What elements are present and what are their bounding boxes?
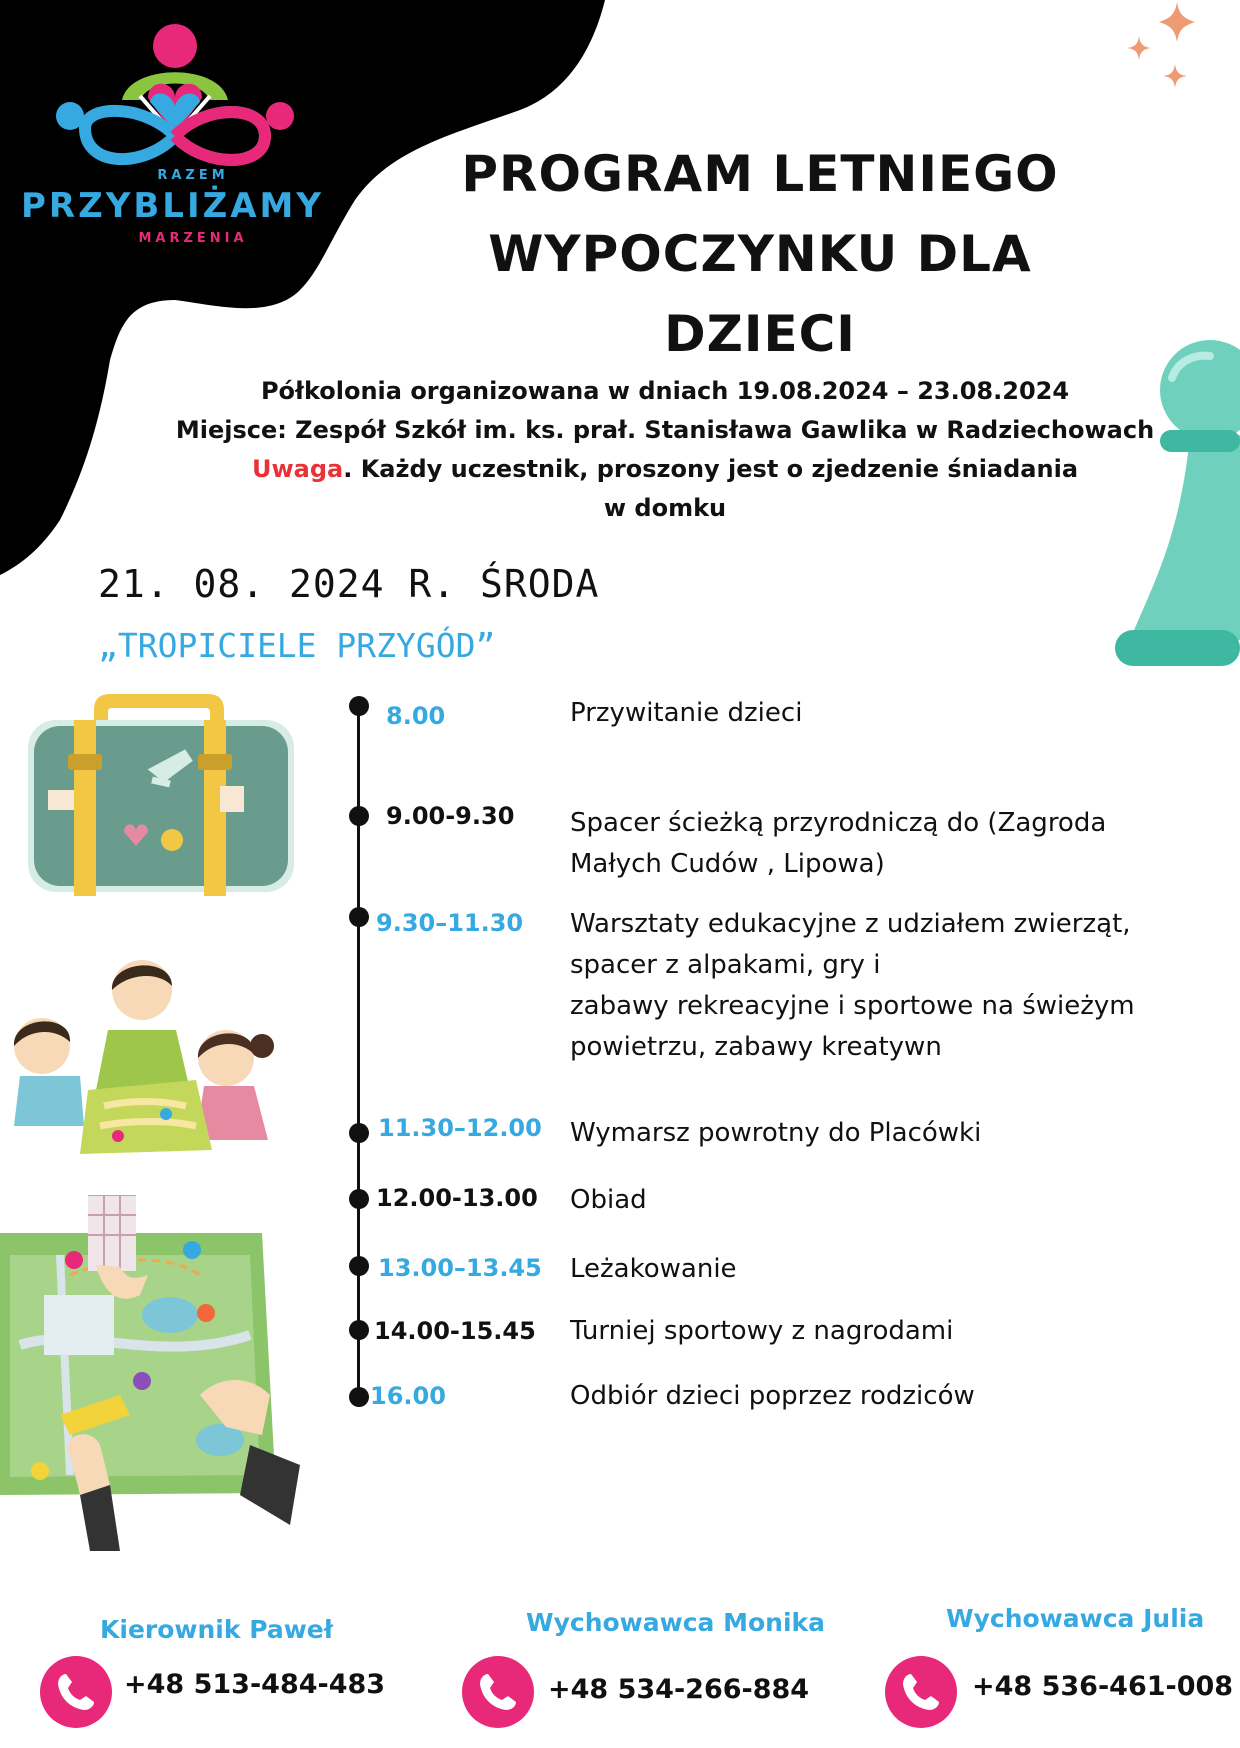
schedule-description-line: zabawy rekreacyjne i sportowe na świeżym — [570, 991, 1135, 1021]
schedule-description-line: Wymarsz powrotny do Placówki — [570, 1118, 982, 1148]
phone-icon — [885, 1656, 957, 1728]
day-date: 21. 08. 2024 R. ŚRODA — [98, 562, 600, 606]
phone-number[interactable]: +48 534-266-884 — [548, 1674, 810, 1705]
timeline-dot — [349, 1123, 369, 1143]
suitcase-illustration — [24, 690, 304, 900]
map-illustration — [0, 1195, 310, 1555]
page-title — [340, 134, 1180, 374]
info-note-text: . Każdy uczestnik, proszony jest o zjedzenie śniadania — [343, 455, 1079, 483]
schedule-time: 11.30–12.00 — [378, 1114, 542, 1142]
timeline-dot — [349, 1256, 369, 1276]
day-theme: „TROPICIELE PRZYGÓD” — [98, 626, 496, 665]
schedule-time: 14.00-15.45 — [374, 1317, 536, 1345]
schedule-description-line: powietrzu, zabawy kreatywn — [570, 1032, 942, 1062]
event-info — [140, 372, 1190, 528]
timeline-dot — [349, 1189, 369, 1209]
schedule-time: 12.00-13.00 — [376, 1184, 538, 1212]
schedule-description — [570, 1113, 1210, 1154]
contact-name: Wychowawca Julia — [946, 1604, 1205, 1633]
timeline-dot — [349, 806, 369, 826]
timeline-dot — [349, 907, 369, 927]
schedule-time: 16.00 — [370, 1382, 446, 1410]
timeline-dot — [349, 1387, 369, 1407]
sparkle-icon — [1115, 0, 1205, 100]
kids-board-game-illustration — [0, 950, 300, 1160]
schedule-time: 9.00-9.30 — [386, 802, 515, 830]
schedule-description — [570, 1376, 1210, 1417]
schedule-description-line: Przywitanie dzieci — [570, 698, 803, 728]
title-line-3: DZIECI — [664, 305, 856, 363]
schedule-description-line: Warsztaty edukacyjne z udziałem zwierząt, — [570, 909, 1131, 939]
schedule-description — [570, 693, 1210, 734]
logo-text-bottom: MARZENIA — [138, 231, 248, 246]
phone-number[interactable]: +48 536-461-008 — [972, 1671, 1234, 1702]
phone-icon — [40, 1656, 112, 1728]
info-note-end: w domku — [603, 494, 727, 522]
logo-emblem — [40, 18, 310, 168]
schedule-description-line: Małych Cudów , Lipowa) — [570, 849, 885, 879]
info-location: Miejsce: Zespół Szkół im. ks. prał. Stanisława Gawlika w Radziechowach — [175, 416, 1155, 444]
logo-text-top: RAZEM — [157, 168, 229, 183]
schedule-description-line: Turniej sportowy z nagrodami — [570, 1316, 954, 1346]
schedule-description — [570, 904, 1210, 1068]
title-line-2: WYPOCZYNKU DLA — [488, 225, 1032, 283]
info-dates: Półkolonia organizowana w dniach 19.08.2024 – 23.08.2024 — [260, 377, 1070, 405]
contact-name: Wychowawca Monika — [526, 1608, 826, 1637]
schedule-time: 13.00–13.45 — [378, 1254, 542, 1282]
schedule-description-line: Obiad — [570, 1185, 647, 1215]
info-note — [140, 450, 1190, 489]
schedule-time: 9.30–11.30 — [376, 909, 524, 937]
schedule-description — [570, 803, 1210, 885]
timeline-dot — [349, 696, 369, 716]
schedule-description-line: Leżakowanie — [570, 1254, 737, 1284]
contact-name: Kierownik Paweł — [100, 1615, 334, 1644]
schedule-description — [570, 1180, 1210, 1221]
title-line-1: PROGRAM LETNIEGO — [461, 145, 1059, 203]
timeline-dot — [349, 1320, 369, 1340]
schedule-description — [570, 1249, 1210, 1290]
phone-icon — [462, 1656, 534, 1728]
schedule-time: 8.00 — [386, 702, 446, 730]
logo-text-main: PRZYBLIŻAMY — [20, 186, 325, 226]
schedule-description-line: Spacer ścieżką przyrodniczą do (Zagroda — [570, 808, 1107, 838]
schedule-description-line: spacer z alpakami, gry i — [570, 950, 881, 980]
phone-number[interactable]: +48 513-484-483 — [124, 1669, 386, 1700]
schedule-description-line: Odbiór dzieci poprzez rodziców — [570, 1381, 975, 1411]
schedule-description — [570, 1311, 1210, 1352]
info-warning-label: Uwaga — [251, 455, 344, 483]
